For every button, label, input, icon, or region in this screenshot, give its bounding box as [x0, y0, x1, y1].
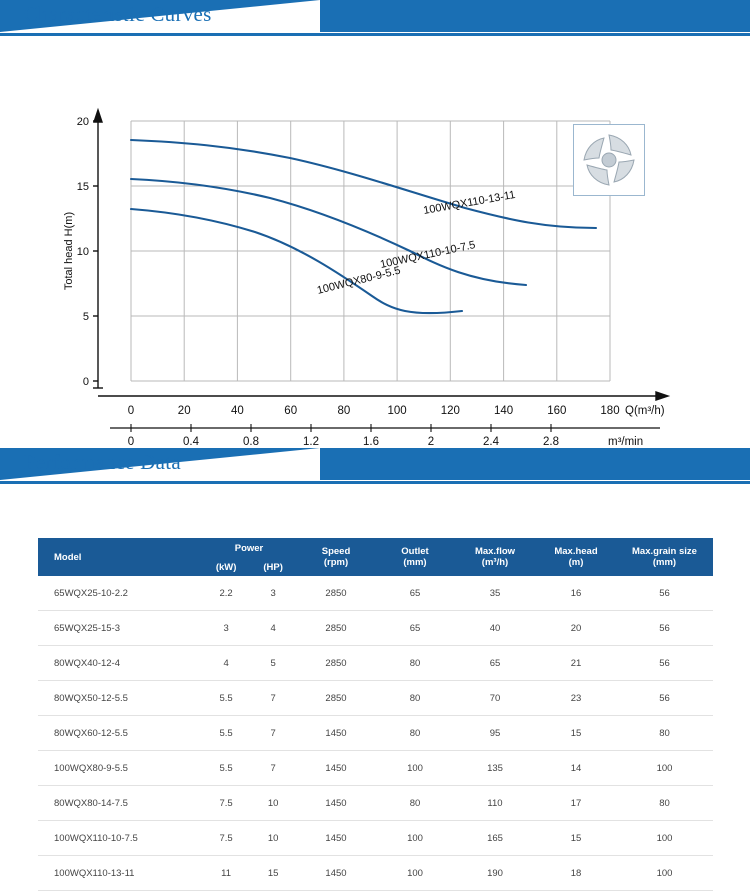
cell-maxflow: 190: [454, 856, 536, 891]
section-title-curves: Characteristic Curves: [24, 2, 212, 26]
table-body: [38, 576, 713, 891]
performance-table: [38, 538, 713, 891]
cell-outlet: 80: [376, 646, 454, 681]
impeller-icon: [573, 124, 645, 196]
header-rule-2: [0, 481, 750, 484]
table-row: [38, 716, 713, 751]
cell-outlet: 100: [376, 856, 454, 891]
cell-model: 65WQX25-15-3: [38, 611, 202, 646]
col-outlet-label: Outlet: [401, 546, 429, 557]
cell-power-kw: 7.5: [202, 786, 250, 821]
svg-text:100: 100: [387, 405, 407, 417]
cell-power-kw: 11: [202, 856, 250, 891]
cell-model: 100WQX80-9-5.5: [38, 751, 202, 786]
col-grain-unit: (mm): [652, 557, 677, 568]
cell-speed: 1450: [296, 821, 376, 856]
col-power-kw: (kW): [202, 558, 250, 576]
table-row: [38, 681, 713, 716]
cell-power-hp: 15: [250, 856, 296, 891]
svg-text:1.6: 1.6: [363, 436, 379, 448]
col-maxflow-unit: (m³/h): [481, 557, 509, 568]
col-speed-unit: (rpm): [323, 557, 349, 568]
col-speed: [296, 538, 376, 576]
col-maxflow: [454, 538, 536, 576]
cell-grain: 56: [616, 646, 713, 681]
svg-text:180: 180: [600, 405, 620, 417]
cell-maxflow: 40: [454, 611, 536, 646]
svg-text:2.8: 2.8: [543, 436, 559, 448]
y-tick-labels: [77, 116, 89, 388]
col-power: Power: [202, 538, 296, 558]
cell-outlet: 65: [376, 576, 454, 611]
x-tick-labels-secondary: [128, 436, 559, 448]
cell-maxflow: 65: [454, 646, 536, 681]
cell-speed: 1450: [296, 856, 376, 891]
svg-text:0.4: 0.4: [183, 436, 199, 448]
cell-power-kw: 5.5: [202, 681, 250, 716]
cell-power-hp: 7: [250, 751, 296, 786]
curve-label-1: 100WQX110-13-11: [422, 188, 517, 217]
svg-text:60: 60: [284, 405, 298, 417]
cell-maxhead: 15: [536, 716, 616, 751]
characteristic-curves-chart: [0, 36, 750, 448]
characteristic-curves-header: [0, 0, 750, 36]
cell-power-kw: 7.5: [202, 821, 250, 856]
svg-text:1.2: 1.2: [303, 436, 319, 448]
cell-speed: 1450: [296, 716, 376, 751]
col-maxhead-unit: (m): [568, 557, 584, 568]
table-row: [38, 751, 713, 786]
cell-grain: 56: [616, 611, 713, 646]
col-outlet-unit: (mm): [403, 557, 427, 568]
cell-grain: 56: [616, 576, 713, 611]
col-grain-label: Max.grain size: [632, 546, 697, 557]
cell-outlet: 80: [376, 716, 454, 751]
cell-maxhead: 16: [536, 576, 616, 611]
cell-grain: 100: [616, 751, 713, 786]
cell-maxflow: 165: [454, 821, 536, 856]
x-axis-label-secondary: m³/min: [608, 436, 644, 448]
curve-label-2: 100WQX110-10-7.5: [379, 239, 477, 271]
cell-maxhead: 15: [536, 821, 616, 856]
svg-text:40: 40: [231, 405, 244, 417]
svg-text:0: 0: [127, 405, 135, 417]
cell-power-kw: 4: [202, 646, 250, 681]
x-axis-label: Q(m³/h): [625, 405, 665, 417]
grid-lines: [131, 121, 610, 381]
performance-table-wrap: [38, 538, 713, 891]
cell-model: 65WQX25-10-2.2: [38, 576, 202, 611]
cell-power-hp: 3: [250, 576, 296, 611]
impeller-icon-svg: [574, 125, 644, 195]
col-power-hp: (HP): [250, 558, 296, 576]
cell-model: 80WQX80-14-7.5: [38, 786, 202, 821]
svg-text:5: 5: [82, 311, 89, 323]
cell-grain: 100: [616, 821, 713, 856]
curve-100WQX110-13-11: [131, 140, 596, 228]
col-model: Model: [38, 538, 202, 576]
curve-100WQX110-10-7.5: [131, 179, 526, 285]
cell-maxflow: 95: [454, 716, 536, 751]
cell-speed: 2850: [296, 576, 376, 611]
svg-text:2: 2: [427, 436, 435, 448]
col-maxflow-label: Max.flow: [474, 546, 516, 557]
cell-grain: 80: [616, 716, 713, 751]
svg-text:15: 15: [76, 181, 89, 193]
x-tick-labels: [128, 405, 620, 417]
cell-maxflow: 35: [454, 576, 536, 611]
cell-model: 100WQX110-13-11: [38, 856, 202, 891]
performance-data-header: [0, 448, 750, 484]
table-row: [38, 821, 713, 856]
cell-power-hp: 7: [250, 716, 296, 751]
cell-speed: 2850: [296, 681, 376, 716]
cell-maxflow: 110: [454, 786, 536, 821]
svg-text:0: 0: [82, 376, 89, 388]
cell-speed: 2850: [296, 611, 376, 646]
cell-speed: 1450: [296, 751, 376, 786]
cell-maxhead: 14: [536, 751, 616, 786]
cell-speed: 1450: [296, 786, 376, 821]
cell-outlet: 80: [376, 681, 454, 716]
cell-maxflow: 135: [454, 751, 536, 786]
cell-power-hp: 4: [250, 611, 296, 646]
x-axis: [98, 392, 668, 400]
cell-outlet: 100: [376, 751, 454, 786]
svg-text:160: 160: [547, 405, 567, 417]
col-speed-label: Speed: [321, 546, 351, 557]
cell-model: 80WQX40-12-4: [38, 646, 202, 681]
cell-maxhead: 20: [536, 611, 616, 646]
cell-grain: 80: [616, 786, 713, 821]
svg-text:140: 140: [494, 405, 514, 417]
cell-maxhead: 18: [536, 856, 616, 891]
cell-maxhead: 21: [536, 646, 616, 681]
y-axis: [93, 110, 103, 388]
cell-maxhead: 17: [536, 786, 616, 821]
svg-text:0.8: 0.8: [243, 436, 259, 448]
table-row: [38, 856, 713, 891]
cell-model: 80WQX60-12-5.5: [38, 716, 202, 751]
svg-text:20: 20: [76, 116, 89, 128]
svg-text:120: 120: [440, 405, 460, 417]
svg-text:0: 0: [127, 436, 135, 448]
cell-power-hp: 10: [250, 821, 296, 856]
cell-maxhead: 23: [536, 681, 616, 716]
cell-outlet: 80: [376, 786, 454, 821]
svg-text:10: 10: [76, 246, 89, 258]
cell-power-kw: 3: [202, 611, 250, 646]
col-grain: [616, 538, 713, 576]
col-maxhead-label: Max.head: [554, 546, 598, 557]
cell-model: 100WQX110-10-7.5: [38, 821, 202, 856]
cell-outlet: 65: [376, 611, 454, 646]
table-row: [38, 611, 713, 646]
cell-power-kw: 5.5: [202, 751, 250, 786]
section-title-performance: Performance Data: [24, 450, 181, 474]
y-axis-label: Total head H(m): [63, 211, 75, 291]
svg-text:80: 80: [337, 405, 351, 417]
cell-power-hp: 5: [250, 646, 296, 681]
cell-maxflow: 70: [454, 681, 536, 716]
cell-speed: 2850: [296, 646, 376, 681]
cell-power-hp: 7: [250, 681, 296, 716]
col-outlet: [376, 538, 454, 576]
svg-text:2.4: 2.4: [483, 436, 499, 448]
cell-power-kw: 2.2: [202, 576, 250, 611]
table-row: [38, 576, 713, 611]
cell-grain: 56: [616, 681, 713, 716]
col-maxhead: [536, 538, 616, 576]
table-row: [38, 646, 713, 681]
chart-svg: [0, 36, 750, 448]
table-row: [38, 786, 713, 821]
cell-grain: 100: [616, 856, 713, 891]
cell-model: 80WQX50-12-5.5: [38, 681, 202, 716]
table-head: [38, 538, 713, 576]
table-header-row-1: [38, 538, 713, 558]
svg-text:20: 20: [177, 405, 191, 417]
cell-power-hp: 10: [250, 786, 296, 821]
curve-label-3: 100WQX80-9-5.5: [315, 264, 402, 297]
cell-outlet: 100: [376, 821, 454, 856]
cell-power-kw: 5.5: [202, 716, 250, 751]
